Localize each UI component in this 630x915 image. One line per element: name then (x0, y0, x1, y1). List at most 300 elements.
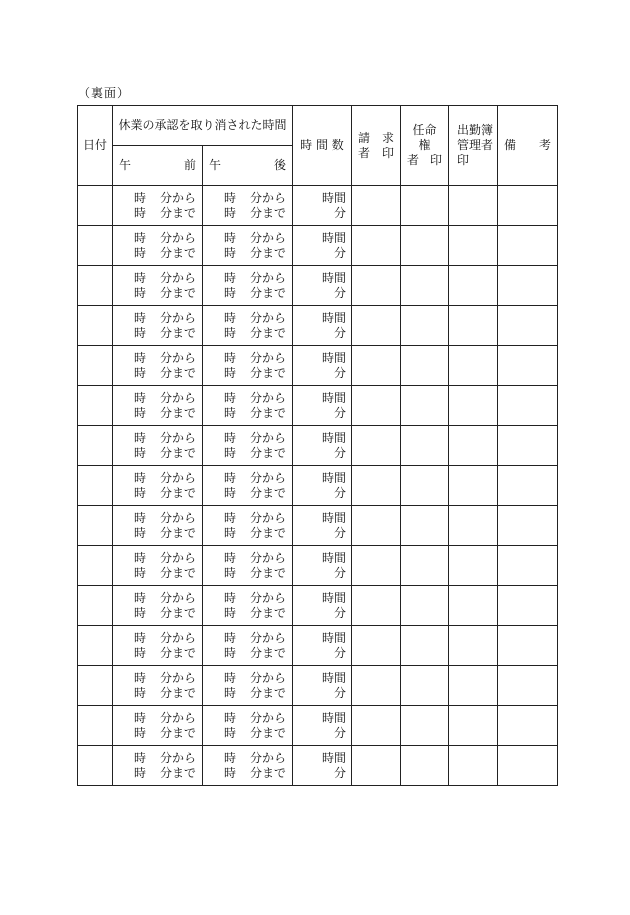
hours-cell[interactable] (293, 706, 352, 746)
appointer-seal-cell[interactable] (401, 746, 449, 786)
table-row (78, 186, 558, 226)
date-cell[interactable] (78, 666, 113, 706)
hours-cell[interactable] (293, 466, 352, 506)
hours-line (293, 231, 346, 246)
am-from-line (113, 711, 196, 726)
am-from-line (113, 471, 196, 486)
date-cell[interactable] (78, 386, 113, 426)
pm-time-cell[interactable] (203, 626, 293, 666)
am-time-cell[interactable] (113, 466, 203, 506)
appointer-seal-cell[interactable] (401, 666, 449, 706)
pm-time-cell[interactable] (203, 306, 293, 346)
pm-time-cell[interactable] (203, 226, 293, 266)
minutes-line (293, 566, 346, 581)
hours-line (293, 551, 346, 566)
hours-line (293, 471, 346, 486)
requester-seal-cell[interactable] (352, 226, 401, 266)
hours-unit: 時間 (321, 550, 346, 565)
am-time-cell[interactable] (113, 706, 203, 746)
minute-unit: 分から (160, 310, 197, 325)
requester-seal-cell[interactable] (352, 506, 401, 546)
remarks-cell[interactable] (498, 306, 558, 346)
am-from-line (113, 511, 196, 526)
remarks-cell[interactable] (498, 626, 558, 666)
am-until-line (113, 406, 196, 421)
requester-seal-cell[interactable] (352, 426, 401, 466)
pm-time-cell[interactable] (203, 586, 293, 626)
minute-unit: 分から (160, 470, 197, 485)
pm-from-line (203, 391, 286, 406)
date-cell[interactable] (78, 586, 113, 626)
hours-cell[interactable] (293, 666, 352, 706)
pm-from-line (203, 511, 286, 526)
minute-unit: 分まで (250, 405, 287, 420)
hour-unit: 時 (223, 750, 236, 765)
attendance-seal-cell[interactable] (449, 266, 498, 306)
minute-unit: 分まで (160, 525, 197, 540)
attendance-seal-cell[interactable] (449, 706, 498, 746)
hours-unit: 時間 (321, 710, 346, 725)
attendance-seal-cell[interactable] (449, 466, 498, 506)
hour-unit: 時 (223, 270, 236, 285)
hour-unit: 時 (223, 245, 236, 260)
table-row (78, 426, 558, 466)
appointer-seal-cell[interactable] (401, 706, 449, 746)
minutes-unit: 分 (333, 365, 346, 380)
hours-cell[interactable] (293, 586, 352, 626)
requester-seal-cell[interactable] (352, 386, 401, 426)
pm-time-cell[interactable] (203, 506, 293, 546)
am-header-char-2: 前 (183, 158, 196, 172)
hour-unit: 時 (133, 190, 146, 205)
am-time-cell[interactable] (113, 506, 203, 546)
am-time-cell[interactable] (113, 426, 203, 466)
appointer-seal-cell[interactable] (401, 346, 449, 386)
hour-unit: 時 (223, 725, 236, 740)
hours-unit: 時間 (321, 310, 346, 325)
minutes-unit: 分 (333, 645, 346, 660)
date-cell[interactable] (78, 506, 113, 546)
table-row (78, 266, 558, 306)
minute-unit: 分まで (160, 725, 197, 740)
pm-time-cell[interactable] (203, 746, 293, 786)
date-cell[interactable] (78, 426, 113, 466)
minute-unit: 分まで (250, 365, 287, 380)
hour-unit: 時 (223, 365, 236, 380)
minute-unit: 分から (160, 550, 197, 565)
hour-unit: 時 (133, 270, 146, 285)
hour-unit: 時 (223, 605, 236, 620)
am-time-cell[interactable] (113, 626, 203, 666)
minute-unit: 分まで (250, 205, 287, 220)
hours-cell[interactable] (293, 626, 352, 666)
hours-unit: 時間 (321, 230, 346, 245)
minutes-unit: 分 (333, 565, 346, 580)
hour-unit: 時 (133, 565, 146, 580)
hours-line (293, 751, 346, 766)
am-until-line (113, 246, 196, 261)
minute-unit: 分まで (250, 525, 287, 540)
remarks-cell[interactable] (498, 666, 558, 706)
table-row (78, 746, 558, 786)
hours-unit: 時間 (321, 350, 346, 365)
attendance-seal-cell[interactable] (449, 386, 498, 426)
hours-cell[interactable] (293, 546, 352, 586)
date-cell[interactable] (78, 746, 113, 786)
date-cell[interactable] (78, 466, 113, 506)
attendance-seal-cell[interactable] (449, 546, 498, 586)
attendance-seal-cell[interactable] (449, 626, 498, 666)
hour-unit: 時 (133, 685, 146, 700)
pm-time-cell[interactable] (203, 266, 293, 306)
requester-seal-cell[interactable] (352, 706, 401, 746)
appointer-seal-cell[interactable] (401, 426, 449, 466)
attendance-seal-cell[interactable] (449, 666, 498, 706)
hour-unit: 時 (133, 350, 146, 365)
hour-unit: 時 (133, 365, 146, 380)
hour-unit: 時 (223, 645, 236, 660)
remarks-cell[interactable] (498, 706, 558, 746)
minute-unit: 分から (160, 510, 197, 525)
appointer-seal-cell[interactable] (401, 626, 449, 666)
requester-seal-cell[interactable] (352, 346, 401, 386)
hours-line (293, 191, 346, 206)
hours-unit: 時間 (321, 270, 346, 285)
minute-unit: 分まで (250, 725, 287, 740)
appointer-seal-cell[interactable] (401, 306, 449, 346)
hours-unit: 時間 (321, 750, 346, 765)
hour-unit: 時 (223, 285, 236, 300)
minute-unit: 分まで (160, 445, 197, 460)
minute-unit: 分から (250, 350, 287, 365)
pm-until-line (203, 766, 286, 781)
date-cell[interactable] (78, 306, 113, 346)
record-rows (78, 186, 558, 786)
hour-unit: 時 (133, 670, 146, 685)
minute-unit: 分から (250, 430, 287, 445)
minutes-line (293, 446, 346, 461)
minutes-line (293, 406, 346, 421)
hour-unit: 時 (223, 765, 236, 780)
attendance-seal-cell[interactable] (449, 746, 498, 786)
minutes-unit: 分 (333, 405, 346, 420)
attendance-seal-cell[interactable] (449, 226, 498, 266)
attendance-header-line-1: 出勤簿 (457, 123, 494, 137)
am-until-line (113, 526, 196, 541)
appointer-seal-cell[interactable] (401, 506, 449, 546)
am-until-line (113, 686, 196, 701)
table-row (78, 346, 558, 386)
requester-seal-cell[interactable] (352, 666, 401, 706)
am-from-line (113, 351, 196, 366)
date-cell[interactable] (78, 266, 113, 306)
minute-unit: 分から (250, 550, 287, 565)
hour-unit: 時 (133, 765, 146, 780)
attendance-seal-cell[interactable] (449, 306, 498, 346)
table-row (78, 306, 558, 346)
remarks-cell[interactable] (498, 266, 558, 306)
minute-unit: 分から (250, 590, 287, 605)
pm-until-line (203, 486, 286, 501)
pm-from-line (203, 631, 286, 646)
am-time-cell[interactable] (113, 666, 203, 706)
am-time-cell[interactable] (113, 226, 203, 266)
hour-unit: 時 (133, 445, 146, 460)
hours-cell[interactable] (293, 426, 352, 466)
hour-unit: 時 (133, 310, 146, 325)
appointer-seal-header (401, 106, 449, 186)
pm-until-line (203, 566, 286, 581)
table-row (78, 666, 558, 706)
requester-seal-cell[interactable] (352, 546, 401, 586)
pm-from-line (203, 311, 286, 326)
appointer-seal-cell[interactable] (401, 186, 449, 226)
minute-unit: 分まで (160, 645, 197, 660)
minute-unit: 分まで (250, 445, 287, 460)
hours-line (293, 431, 346, 446)
requester-seal-cell[interactable] (352, 266, 401, 306)
minute-unit: 分まで (160, 205, 197, 220)
minute-unit: 分から (160, 430, 197, 445)
appointer-seal-cell[interactable] (401, 386, 449, 426)
requester-seal-cell[interactable] (352, 586, 401, 626)
minute-unit: 分まで (160, 605, 197, 620)
hours-cell[interactable] (293, 506, 352, 546)
hours-unit: 時間 (321, 390, 346, 405)
minute-unit: 分から (160, 350, 197, 365)
table-row (78, 546, 558, 586)
minute-unit: 分から (250, 670, 287, 685)
hour-unit: 時 (223, 445, 236, 460)
requester-header-char-1: 請 (358, 130, 371, 145)
hour-unit: 時 (133, 230, 146, 245)
minutes-unit: 分 (333, 725, 346, 740)
am-until-line (113, 366, 196, 381)
appointer-seal-cell[interactable] (401, 546, 449, 586)
minute-unit: 分まで (250, 565, 287, 580)
pm-time-cell[interactable] (203, 546, 293, 586)
minutes-line (293, 726, 346, 741)
date-header: 日付 (78, 106, 113, 186)
hour-unit: 時 (133, 605, 146, 620)
hours-cell[interactable] (293, 226, 352, 266)
minute-unit: 分から (160, 710, 197, 725)
hour-unit: 時 (133, 510, 146, 525)
hours-line (293, 711, 346, 726)
appointer-seal-cell[interactable] (401, 226, 449, 266)
hours-line (293, 511, 346, 526)
minute-unit: 分から (160, 230, 197, 245)
am-time-cell[interactable] (113, 546, 203, 586)
hour-unit: 時 (223, 550, 236, 565)
date-cell[interactable] (78, 546, 113, 586)
requester-seal-cell[interactable] (352, 466, 401, 506)
appointer-seal-cell[interactable] (401, 466, 449, 506)
hours-unit: 時間 (321, 670, 346, 685)
pm-until-line (203, 326, 286, 341)
appointer-seal-cell[interactable] (401, 586, 449, 626)
hours-header: 時 間 数 (293, 106, 352, 186)
remarks-cell[interactable] (498, 186, 558, 226)
remarks-cell[interactable] (498, 426, 558, 466)
minutes-unit: 分 (333, 485, 346, 500)
hours-cell[interactable] (293, 186, 352, 226)
table-row (78, 466, 558, 506)
pm-until-line (203, 406, 286, 421)
hours-line (293, 671, 346, 686)
remarks-cell[interactable] (498, 546, 558, 586)
minutes-unit: 分 (333, 245, 346, 260)
hour-unit: 時 (133, 405, 146, 420)
remarks-cell[interactable] (498, 586, 558, 626)
minute-unit: 分まで (160, 325, 197, 340)
am-until-line (113, 766, 196, 781)
appointer-seal-cell[interactable] (401, 266, 449, 306)
minutes-line (293, 246, 346, 261)
date-cell[interactable] (78, 706, 113, 746)
am-time-cell[interactable] (113, 346, 203, 386)
hour-unit: 時 (223, 430, 236, 445)
pm-from-line (203, 231, 286, 246)
hour-unit: 時 (223, 390, 236, 405)
minute-unit: 分から (250, 510, 287, 525)
pm-from-line (203, 551, 286, 566)
hours-cell[interactable] (293, 306, 352, 346)
minute-unit: 分から (160, 630, 197, 645)
minute-unit: 分まで (250, 645, 287, 660)
minute-unit: 分まで (160, 365, 197, 380)
minutes-unit: 分 (333, 605, 346, 620)
minute-unit: 分から (250, 270, 287, 285)
table-row (78, 586, 558, 626)
pm-time-cell[interactable] (203, 666, 293, 706)
remarks-header (498, 106, 558, 186)
pm-from-line (203, 591, 286, 606)
minute-unit: 分から (250, 230, 287, 245)
pm-until-line (203, 246, 286, 261)
am-time-cell[interactable] (113, 746, 203, 786)
pm-time-cell[interactable] (203, 466, 293, 506)
attendance-seal-cell[interactable] (449, 426, 498, 466)
requester-seal-cell[interactable] (352, 186, 401, 226)
remarks-cell[interactable] (498, 466, 558, 506)
hour-unit: 時 (133, 525, 146, 540)
date-cell[interactable] (78, 626, 113, 666)
minute-unit: 分まで (250, 685, 287, 700)
hours-unit: 時間 (321, 190, 346, 205)
am-from-line (113, 631, 196, 646)
am-time-cell[interactable] (113, 306, 203, 346)
hours-cell[interactable] (293, 386, 352, 426)
attendance-seal-cell[interactable] (449, 506, 498, 546)
minute-unit: 分まで (160, 765, 197, 780)
cancellation-record-table (77, 105, 558, 786)
requester-seal-cell[interactable] (352, 746, 401, 786)
hours-cell[interactable] (293, 346, 352, 386)
pm-time-cell[interactable] (203, 186, 293, 226)
remarks-cell[interactable] (498, 386, 558, 426)
minutes-unit: 分 (333, 325, 346, 340)
attendance-seal-cell[interactable] (449, 186, 498, 226)
date-cell[interactable] (78, 346, 113, 386)
am-time-cell[interactable] (113, 386, 203, 426)
minutes-unit: 分 (333, 445, 346, 460)
remarks-cell[interactable] (498, 506, 558, 546)
pm-from-line (203, 471, 286, 486)
minute-unit: 分まで (160, 405, 197, 420)
remarks-cell[interactable] (498, 746, 558, 786)
appointer-header-line-1: 任命権 (412, 123, 437, 152)
attendance-seal-cell[interactable] (449, 346, 498, 386)
hour-unit: 時 (223, 630, 236, 645)
pm-from-line (203, 751, 286, 766)
pm-time-cell[interactable] (203, 346, 293, 386)
hour-unit: 時 (223, 190, 236, 205)
date-cell[interactable] (78, 186, 113, 226)
am-until-line (113, 566, 196, 581)
requester-seal-cell[interactable] (352, 306, 401, 346)
minute-unit: 分まで (250, 285, 287, 300)
minutes-line (293, 286, 346, 301)
hours-unit: 時間 (321, 590, 346, 605)
minute-unit: 分から (160, 190, 197, 205)
hour-unit: 時 (223, 310, 236, 325)
minute-unit: 分まで (160, 285, 197, 300)
pm-until-line (203, 366, 286, 381)
hour-unit: 時 (223, 710, 236, 725)
pm-time-cell[interactable] (203, 426, 293, 466)
am-until-line (113, 486, 196, 501)
minutes-line (293, 766, 346, 781)
hour-unit: 時 (133, 205, 146, 220)
am-until-line (113, 726, 196, 741)
attendance-header-line-3: 印 (457, 153, 470, 167)
table-row (78, 506, 558, 546)
hour-unit: 時 (223, 350, 236, 365)
am-time-cell[interactable] (113, 186, 203, 226)
am-time-cell[interactable] (113, 586, 203, 626)
attendance-seal-cell[interactable] (449, 586, 498, 626)
date-cell[interactable] (78, 226, 113, 266)
remarks-cell[interactable] (498, 226, 558, 266)
pm-time-cell[interactable] (203, 386, 293, 426)
hour-unit: 時 (133, 430, 146, 445)
requester-seal-cell[interactable] (352, 626, 401, 666)
am-header-char-1: 午 (119, 158, 132, 172)
hour-unit: 時 (133, 390, 146, 405)
am-header (113, 146, 203, 186)
minutes-line (293, 646, 346, 661)
am-until-line (113, 646, 196, 661)
hours-cell[interactable] (293, 746, 352, 786)
minute-unit: 分まで (250, 765, 287, 780)
header-row-1 (78, 106, 558, 146)
pm-until-line (203, 446, 286, 461)
minute-unit: 分から (160, 590, 197, 605)
minutes-line (293, 326, 346, 341)
attendance-manager-seal-header (449, 106, 498, 186)
am-from-line (113, 671, 196, 686)
am-from-line (113, 551, 196, 566)
attendance-header-line-2: 管理者 (457, 138, 494, 152)
appointer-header-char-1: 者 (407, 153, 420, 167)
am-from-line (113, 271, 196, 286)
hours-line (293, 591, 346, 606)
hours-cell[interactable] (293, 266, 352, 306)
remarks-cell[interactable] (498, 346, 558, 386)
am-time-cell[interactable] (113, 266, 203, 306)
pm-time-cell[interactable] (203, 706, 293, 746)
